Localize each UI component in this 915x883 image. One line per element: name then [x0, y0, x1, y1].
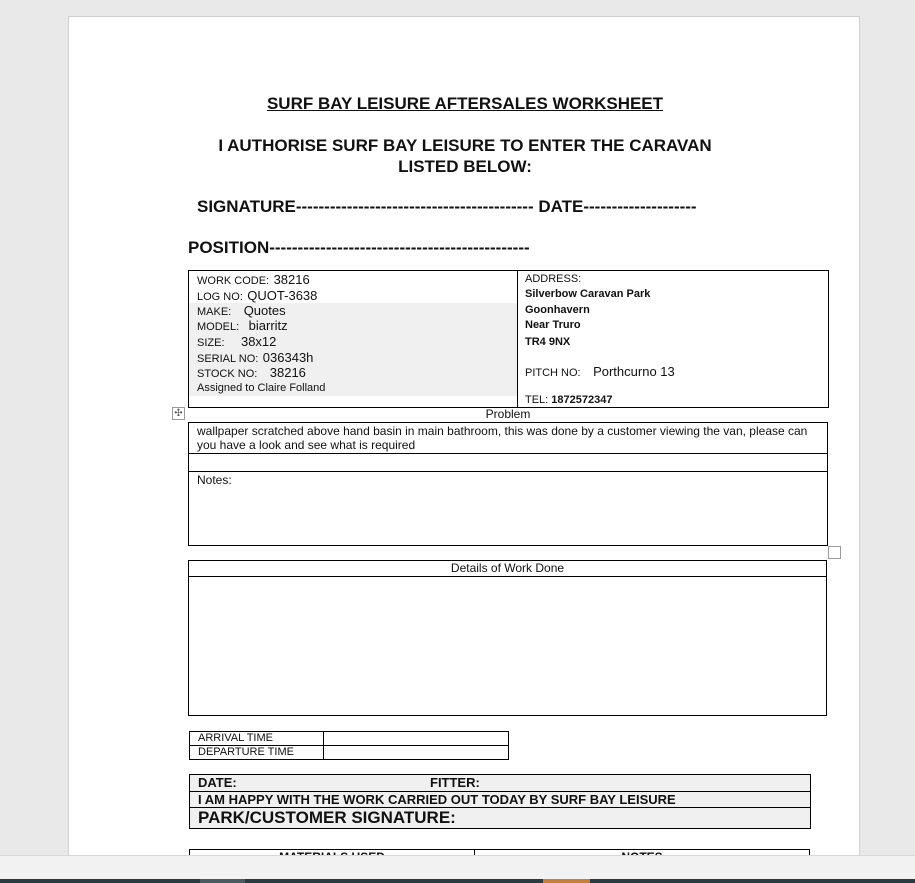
- authorise-line-2: LISTED BELOW:: [398, 157, 532, 176]
- departure-time-label: DEPARTURE TIME: [189, 745, 324, 760]
- address-line-1: Silverbow Caravan Park: [525, 288, 651, 300]
- signoff-fitter-label: FITTER:: [430, 775, 480, 790]
- serial-label: SERIAL NO:: [197, 353, 259, 365]
- caravan-details-table: [188, 270, 829, 408]
- problem-divider-2: [189, 471, 827, 472]
- serial-value: 036343h: [262, 350, 314, 365]
- address-line-2: Goonhavern: [525, 304, 590, 316]
- size-label: SIZE:: [197, 337, 225, 349]
- details-divider: [517, 271, 518, 407]
- status-bar: [0, 855, 915, 880]
- tel-row: [525, 393, 612, 407]
- table-resize-handle-icon[interactable]: [828, 546, 841, 559]
- document-title: SURF BAY LEISURE AFTERSALES WORKSHEET: [266, 94, 664, 113]
- work-done-table: [188, 560, 827, 716]
- signoff-date-row: [190, 775, 810, 792]
- stock-value: 38216: [269, 365, 306, 380]
- model-value: biarritz: [248, 318, 288, 333]
- document-page[interactable]: [68, 16, 860, 876]
- size-value: 38x12: [240, 334, 277, 349]
- pitch-label: PITCH NO:: [525, 367, 581, 379]
- problem-text[interactable]: wallpaper scratched above hand basin in main bathroom, this was done by a customer viewing the van, please can you have a look and see what is required: [197, 424, 808, 452]
- model-row: [197, 318, 288, 335]
- stock-label: STOCK NO:: [197, 368, 258, 380]
- taskbar-item-active[interactable]: [543, 879, 590, 883]
- pitch-row: [525, 364, 675, 381]
- park-customer-signature: PARK/CUSTOMER SIGNATURE:: [198, 808, 456, 827]
- address-line-3: Near Truro: [525, 319, 581, 331]
- work-code-value: 38216: [273, 272, 310, 287]
- authorise-line-1: I AUTHORISE SURF BAY LEISURE TO ENTER THE CARAVAN: [218, 136, 712, 155]
- work-code-row: [197, 272, 310, 289]
- size-row: [197, 334, 276, 351]
- log-no-label: LOG NO:: [197, 291, 243, 303]
- signoff-date-label: DATE:: [198, 775, 237, 790]
- departure-time-field[interactable]: [323, 745, 509, 760]
- address-label: ADDRESS:: [525, 273, 582, 285]
- address-postcode: TR4 9NX: [525, 336, 571, 348]
- problem-box: [188, 422, 828, 546]
- problem-heading: Problem: [485, 407, 531, 421]
- work-done-area[interactable]: [189, 577, 826, 715]
- problem-table: [188, 407, 828, 547]
- taskbar-item[interactable]: [200, 879, 245, 883]
- arrival-time-label: ARRIVAL TIME: [189, 731, 324, 746]
- notes-label: Notes:: [197, 473, 232, 487]
- signoff-table: [189, 774, 811, 829]
- tel-value: 1872572347: [551, 394, 613, 406]
- log-no-value: QUOT-3638: [247, 288, 318, 303]
- taskbar: [0, 879, 915, 883]
- work-done-heading: Details of Work Done: [189, 561, 826, 577]
- stock-row: [197, 365, 306, 382]
- pitch-value: Porthcurno 13: [593, 364, 675, 379]
- make-label: MAKE:: [197, 306, 232, 318]
- happy-statement: I AM HAPPY WITH THE WORK CARRIED OUT TODAY BY SURF BAY LEISURE: [198, 792, 676, 807]
- problem-divider-1: [189, 453, 827, 454]
- signature-date-line: SIGNATURE------------------------------------------ DATE--------------------: [197, 197, 697, 216]
- assigned-to: Assigned to Claire Folland: [197, 382, 326, 394]
- times-table: [189, 731, 509, 759]
- work-code-label: WORK CODE:: [197, 275, 270, 287]
- position-line: POSITION----------------------------------------------: [188, 238, 530, 257]
- table-move-handle-icon[interactable]: ✣: [172, 407, 185, 420]
- make-value: Quotes: [243, 303, 286, 318]
- arrival-time-field[interactable]: [323, 731, 509, 746]
- tel-label: TEL:: [525, 394, 549, 406]
- model-label: MODEL:: [197, 321, 240, 333]
